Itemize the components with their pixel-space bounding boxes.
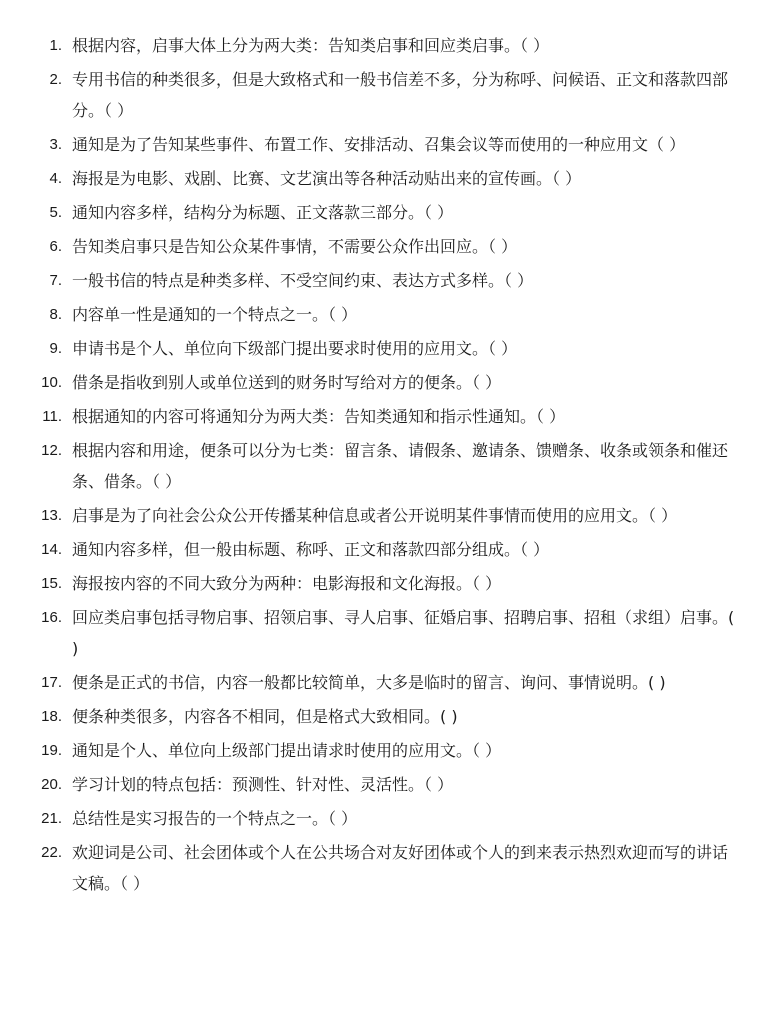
item-number: 3.	[49, 136, 62, 153]
item-number: 11.	[42, 408, 62, 425]
list-item	[0, 534, 768, 565]
list-item	[0, 367, 768, 398]
item-text: 通知是为了告知某些事件、布置工作、安排活动、召集会议等而使用的一种应用文（ ）	[72, 135, 686, 154]
item-text: 总结性是实习报告的一个特点之一。（ ）	[72, 809, 358, 828]
item-number: 4.	[49, 170, 62, 187]
list-item	[0, 333, 768, 364]
list-item	[0, 568, 768, 599]
list-item	[0, 837, 768, 899]
item-text: 学习计划的特点包括：预测性、针对性、灵活性。（ ）	[72, 775, 454, 794]
item-text: 申请书是个人、单位向下级部门提出要求时使用的应用文。（ ）	[72, 339, 518, 358]
item-text: 通知是个人、单位向上级部门提出请求时使用的应用文。（ ）	[72, 741, 502, 760]
item-number: 22.	[41, 844, 62, 861]
item-number: 16.	[41, 609, 62, 626]
item-number: 21.	[41, 810, 62, 827]
item-number: 9.	[49, 340, 62, 357]
list-item	[0, 735, 768, 766]
item-text: 借条是指收到别人或单位送到的财务时写给对方的便条。（ ）	[72, 373, 502, 392]
list-item	[0, 435, 768, 497]
list-item	[0, 30, 768, 61]
item-text: 便条是正式的书信，内容一般都比较简单，大多是临时的留言、询问、事情说明。( )	[72, 673, 666, 692]
list-item	[0, 299, 768, 330]
item-number: 14.	[41, 541, 62, 558]
list-item	[0, 401, 768, 432]
list-item	[0, 701, 768, 732]
item-number: 17.	[41, 674, 62, 691]
item-text: 根据内容和用途，便条可以分为七类：留言条、请假条、邀请条、馈赠条、收条或领条和催还条、借条。（ ）	[72, 441, 729, 491]
question-list	[0, 30, 768, 902]
item-number: 5.	[49, 204, 62, 221]
item-text: 海报按内容的不同大致分为两种：电影海报和文化海报。（ ）	[72, 574, 502, 593]
item-text: 启事是为了向社会公众公开传播某种信息或者公开说明某件事情而使用的应用文。（ ）	[72, 506, 678, 525]
item-text: 通知内容多样，但一般由标题、称呼、正文和落款四部分组成。（ ）	[72, 540, 550, 559]
item-number: 15.	[41, 575, 62, 592]
item-number: 13.	[41, 507, 62, 524]
list-item	[0, 64, 768, 126]
item-number: 1.	[49, 37, 62, 54]
item-number: 19.	[41, 742, 62, 759]
list-item	[0, 602, 768, 664]
item-text: 告知类启事只是告知公众某件事情，不需要公众作出回应。（ ）	[72, 237, 518, 256]
item-number: 7.	[49, 272, 62, 289]
list-item	[0, 803, 768, 834]
item-number: 18.	[41, 708, 62, 725]
item-number: 2.	[49, 71, 62, 88]
item-number: 20.	[41, 776, 62, 793]
item-text: 专用书信的种类很多，但是大致格式和一般书信差不多，分为称呼、问候语、正文和落款四部分。（ ）	[72, 70, 729, 120]
list-item	[0, 129, 768, 160]
list-item	[0, 231, 768, 262]
item-text: 内容单一性是通知的一个特点之一。（ ）	[72, 305, 358, 324]
list-item	[0, 500, 768, 531]
item-text: 海报是为电影、戏剧、比赛、文艺演出等各种活动贴出来的宣传画。（ ）	[72, 169, 582, 188]
list-item	[0, 163, 768, 194]
list-item	[0, 667, 768, 698]
item-text: 一般书信的特点是种类多样、不受空间约束、表达方式多样。（ ）	[72, 271, 534, 290]
item-text: 通知内容多样，结构分为标题、正文落款三部分。（ ）	[72, 203, 454, 222]
item-number: 8.	[49, 306, 62, 323]
item-number: 6.	[49, 238, 62, 255]
item-text: 根据内容，启事大体上分为两大类：告知类启事和回应类启事。（ ）	[72, 36, 550, 55]
item-text: 回应类启事包括寻物启事、招领启事、寻人启事、征婚启事、招聘启事、招租（求组）启事。( )	[72, 608, 735, 658]
item-number: 12.	[41, 442, 62, 459]
list-item	[0, 197, 768, 228]
item-text: 欢迎词是公司、社会团体或个人在公共场合对友好团体或个人的到来表示热烈欢迎而写的讲话文稿。（ ）	[72, 843, 729, 893]
list-item	[0, 265, 768, 296]
item-number: 10.	[41, 374, 62, 391]
item-text: 根据通知的内容可将通知分为两大类：告知类通知和指示性通知。（ ）	[72, 407, 566, 426]
list-item	[0, 769, 768, 800]
item-text: 便条种类很多，内容各不相同，但是格式大致相同。( )	[72, 707, 458, 726]
